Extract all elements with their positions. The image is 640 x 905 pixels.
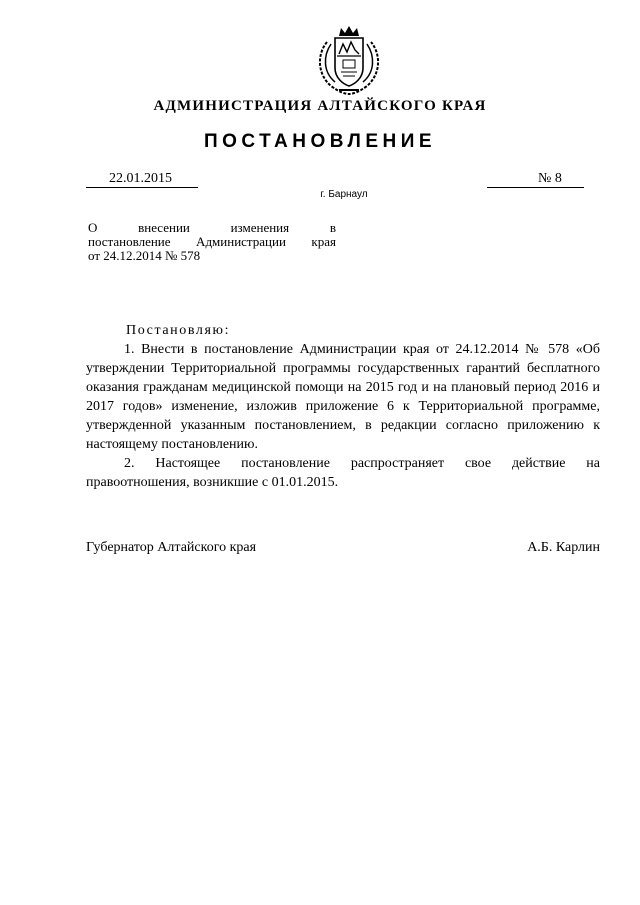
subject-line-3: от 24.12.2014 № 578 [88,248,201,263]
signatory-name: А.Б. Карлин [527,540,600,555]
document-body [86,321,600,492]
paragraph-2: 2. Настоящее постановление распространяет свое действие на правоотношения, возникшие с 01.01.2015. [86,456,600,490]
signatory-position: Губернатор Алтайского края [86,540,257,555]
subject-line-1: О внесении изменения в [88,220,336,235]
document-subject [88,221,336,263]
city-label: г. Барнаул [320,189,368,200]
coat-of-arms-icon [313,22,385,98]
resolve-heading: Постановляю: [126,323,231,338]
organization-name: АДМИНИСТРАЦИЯ АЛТАЙСКОГО КРАЯ [153,98,487,114]
signature-block [86,540,600,556]
document-number: № 8 [487,170,584,188]
document-date: 22.01.2015 [86,170,198,188]
subject-line-2: постановление Администрации края [88,234,336,249]
document-type-title: ПОСТАНОВЛЕНИЕ [203,131,437,152]
paragraph-1: 1. Внести в постановление Администрации края от 24.12.2014 № 578 «Об утверждении Территориальной программы государственных гарантий бесплатного оказания гражданам медицинской помощи на 2015 год и на плановый период 2016 и 2017 годов» изменение, изложив приложение 6 к Территориальной программе, утвержденной указанным постановлением, в редакции согласно приложению к настоящему постановлению. [86,342,600,452]
